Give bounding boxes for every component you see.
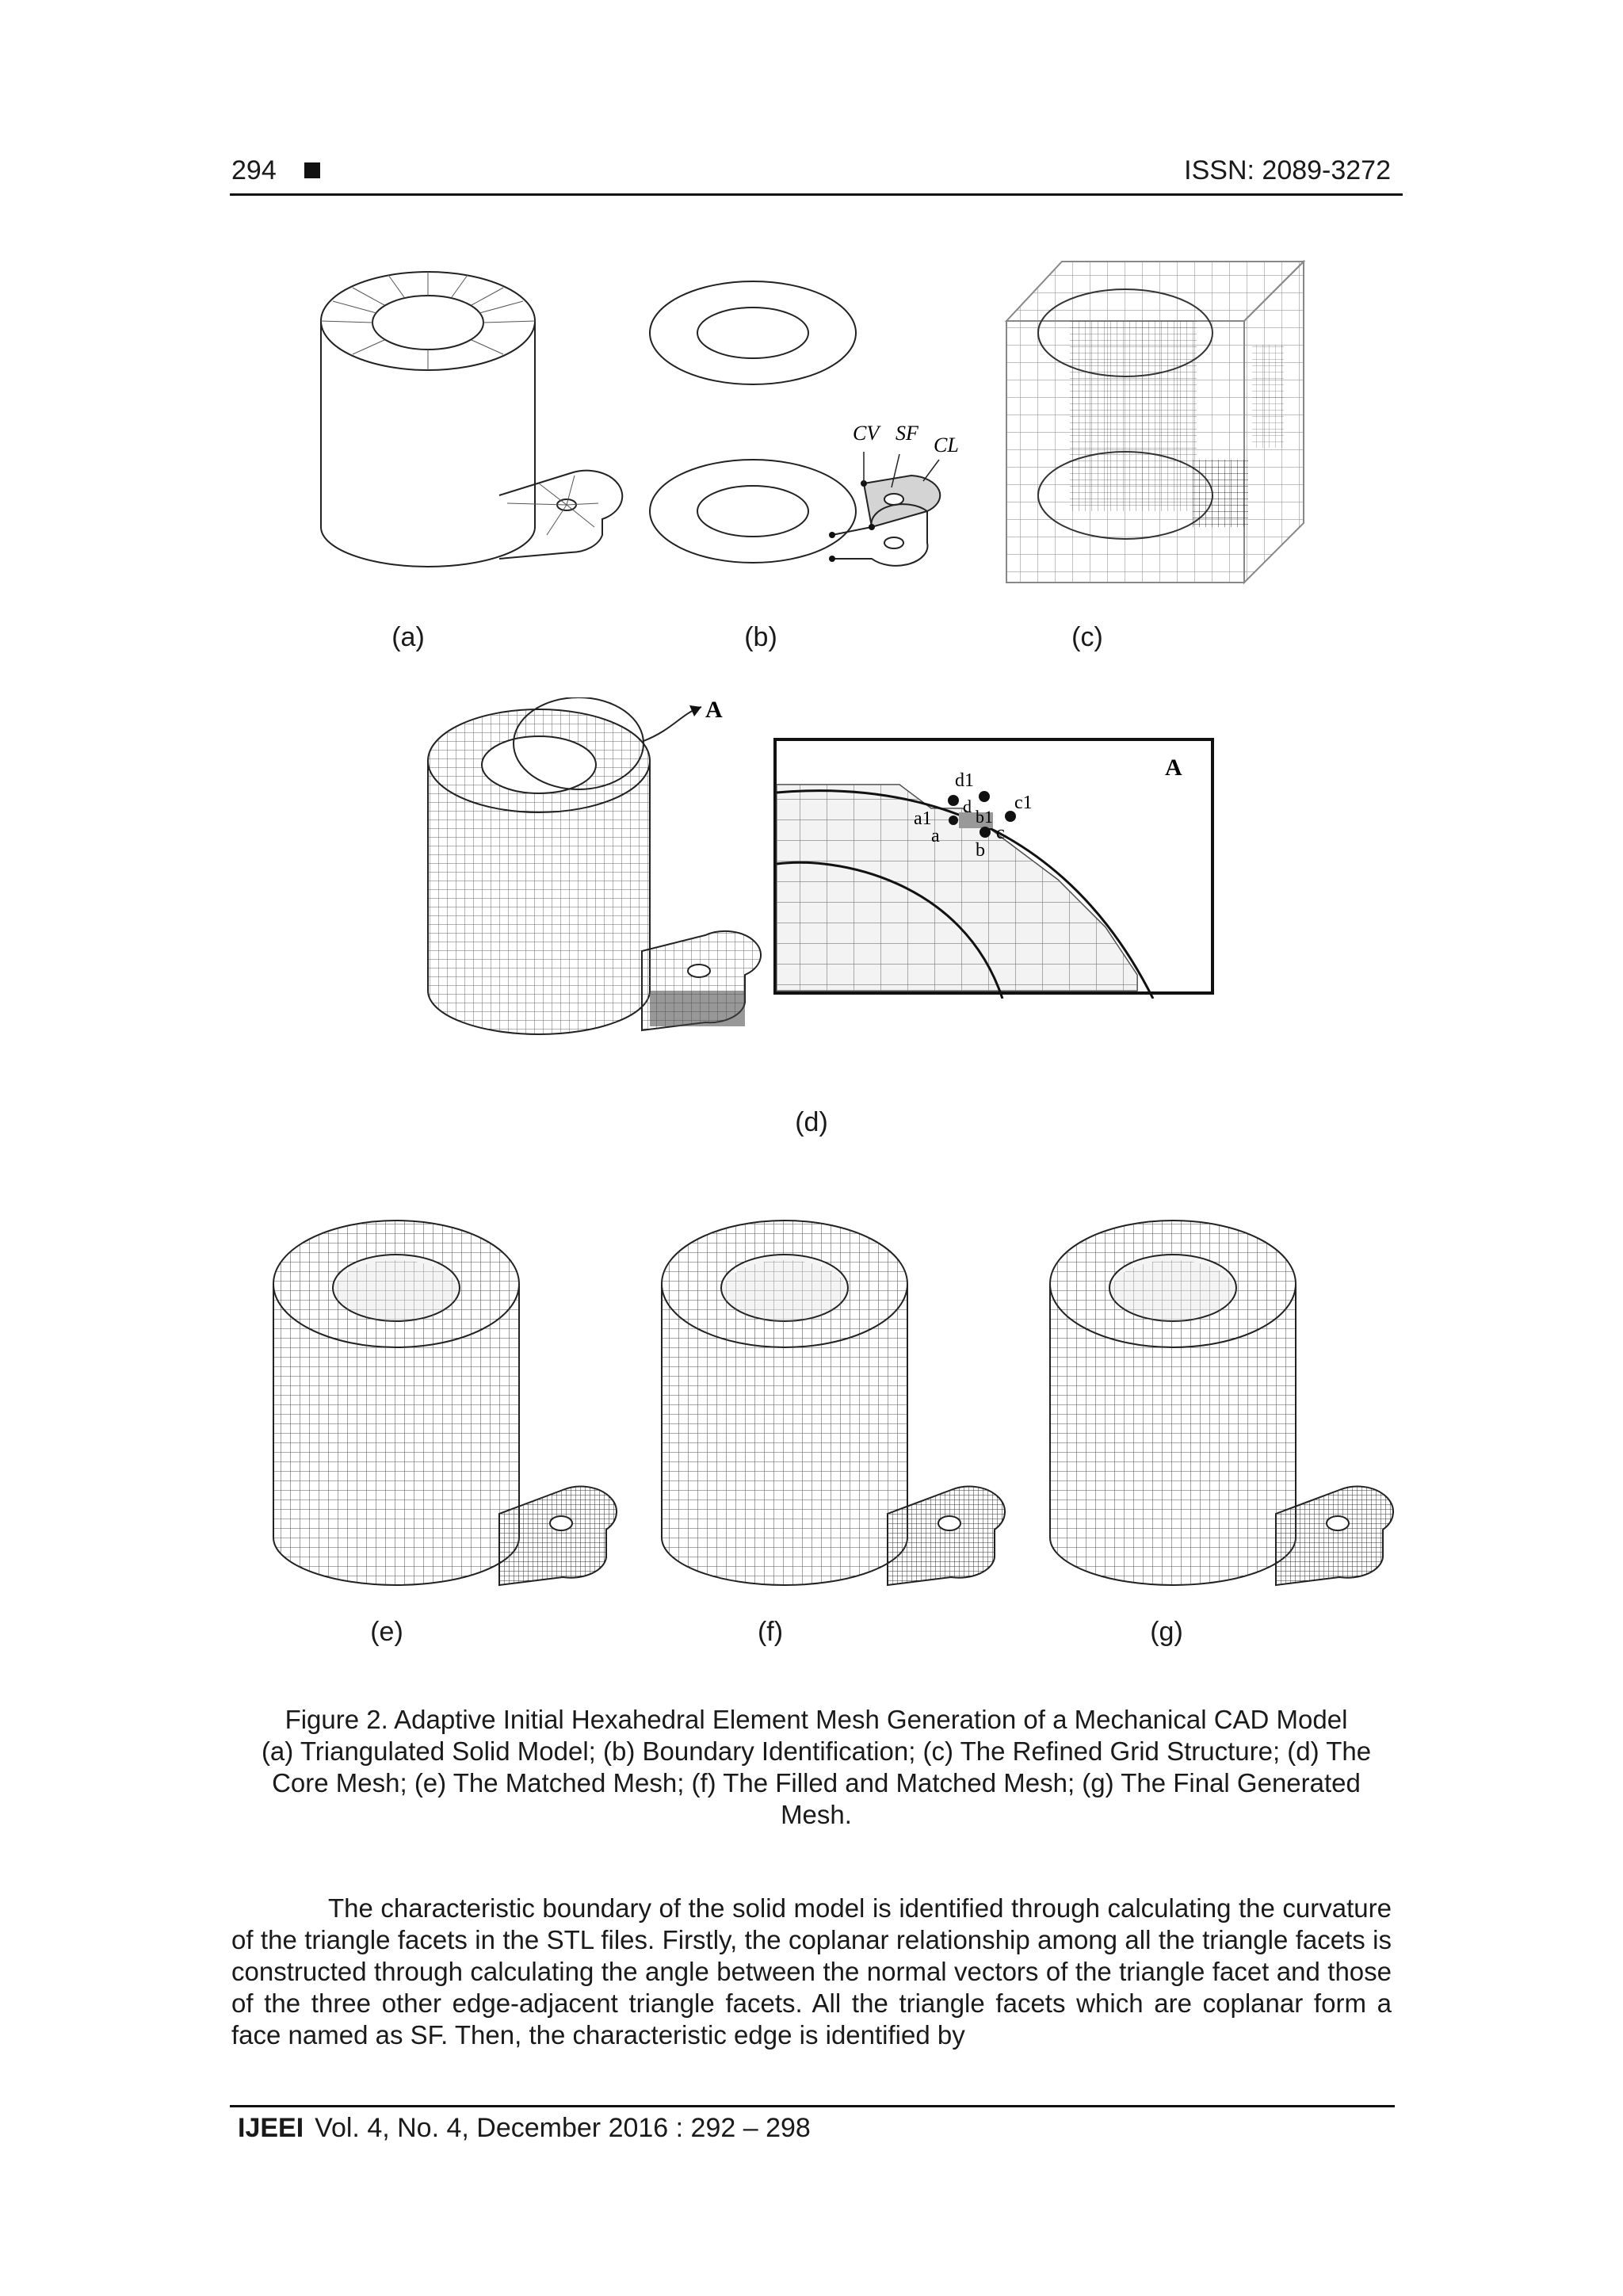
label-c: (c) [1071,622,1103,652]
label-e: (e) [370,1617,403,1647]
label-f: (f) [757,1617,784,1647]
label-sf: SF [896,422,918,445]
journal-name: IJEEI [238,2113,304,2143]
figure-d-detail-a [773,737,1216,999]
figure-c-refined-grid [1002,258,1316,590]
label-d: (d) [795,1107,828,1137]
page-number: 294 [231,155,277,185]
label-detail-a: A [1165,755,1182,781]
body-paragraph [231,1893,1392,2051]
caption-title: Figure 2. Adaptive Initial Hexahedral Element Mesh Generation of a Mechanical CAD Model [285,1705,1348,1734]
caption-subtitle: (a) Triangulated Solid Model; (b) Boundary Identification; (c) The Refined Grid Structure; (d) The Core Mesh; (e) The Matched Mesh; (f) The Filled and Matched Mesh; (g) The Final Generated Mesh. [261,1736,1372,1829]
label-b: (b) [744,622,777,652]
label-b: b [976,840,985,861]
figure-caption [238,1704,1395,1831]
label-b1: b1 [976,807,993,827]
label-cv: CV [853,422,880,445]
label-arrow-a: A [705,697,723,723]
figure-b-boundary-identification [634,273,967,590]
label-a: (a) [391,622,425,652]
label-d1: d1 [955,770,974,791]
issn: ISSN: 2089-3272 [1184,155,1391,185]
body-paragraph-text: The characteristic boundary of the solid model is identified through calculating the curvature of the triangle facets in the STL files. Firstly, the coplanar relationship among all the triangle facets is constructed through calculating the angle between the normal vectors of the triangle facet and those of the three other edge-adjacent triangle facets. All the triangle facets which are coplanar form a face named as SF. Then, the characteristic edge is identified by [231,1893,1392,2050]
label-c: c [996,823,1005,843]
label-a: a [931,826,940,846]
citation-text: Vol. 4, No. 4, December 2016 : 292 – 298 [315,2113,811,2143]
label-g: (g) [1150,1617,1183,1647]
figure-efg-meshes [262,1205,1395,1593]
figure-a-triangulated-model [309,266,626,575]
footer-rule [230,2105,1395,2107]
header-square-bullet [304,162,320,178]
header-rule [230,193,1403,196]
label-d: d [963,797,972,816]
label-cl: CL [934,434,959,457]
figure-d-core-mesh [412,697,777,1062]
label-a1: a1 [914,808,932,829]
footer-citation [238,2113,811,2144]
label-c1: c1 [1014,793,1033,813]
